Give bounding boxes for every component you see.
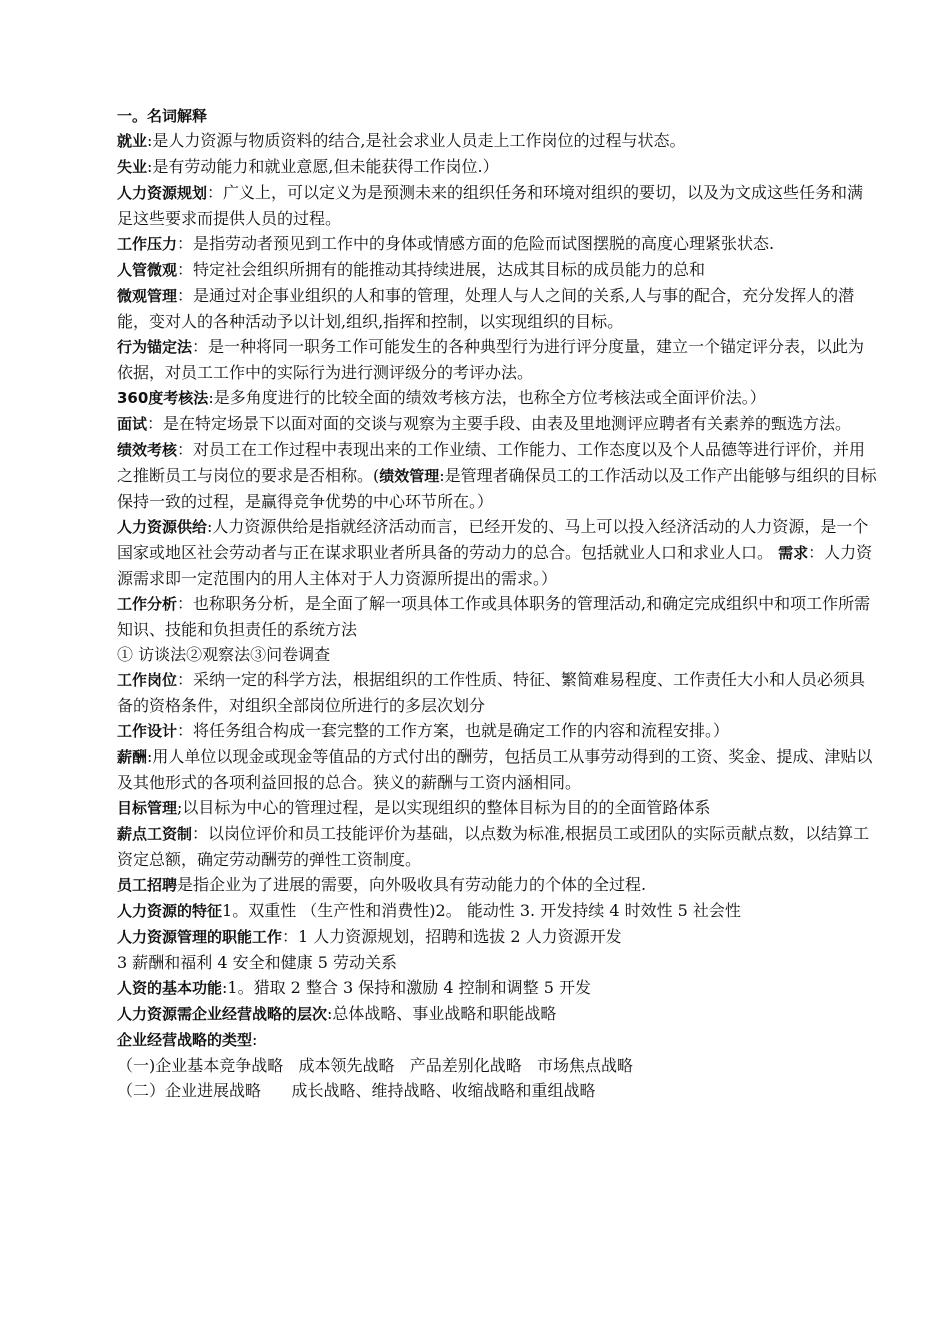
term-separator: ： xyxy=(808,543,825,562)
term-separator: ： xyxy=(177,286,194,305)
definition-entry xyxy=(117,975,877,1001)
strategy-row: （一)企业基本竞争战略 成本领先战略 产品差别化战略 市场焦点战略 xyxy=(117,1056,634,1075)
definition-entry xyxy=(117,180,877,231)
definition-text: 广义上，可以定义为是预测未来的组织任务和环境对组织的要切，以及为文成这些任务和满足这些要求而提供人员的过程。 xyxy=(117,183,864,228)
term-separator: ; xyxy=(177,798,183,817)
definition-entry xyxy=(117,872,877,898)
definition-term: 人力资源规划 xyxy=(117,184,208,202)
term-separator: : xyxy=(147,131,153,150)
definition-term: 目标管理 xyxy=(117,799,178,817)
term-separator: : xyxy=(208,388,214,407)
definition-term: 薪点工资制 xyxy=(117,825,193,843)
definition-term: 绩效管理 xyxy=(379,467,440,485)
definition-text: 是多角度进行的比较全面的绩效考核方法，也称全方位考核法或全面评价法。） xyxy=(213,388,766,407)
definition-entry xyxy=(117,950,877,975)
term-separator: ： xyxy=(177,234,194,253)
definition-entry xyxy=(117,514,877,591)
definition-text: 对员工在工作过程中表现出来的工作业绩、工作能力、工作态度以及个人品德等进行评价，并用之推断员工与岗位的要求是否相称。( xyxy=(117,440,866,485)
definition-term: 员工招聘 xyxy=(117,876,178,894)
term-separator: ： xyxy=(177,440,194,459)
definition-text: 用人单位以现金或现金等值品的方式付出的酬劳，包括员工从事劳动得到的工资、奖金、提成、津贴以及其他形式的各项利益回报的总合。狭义的薪酬与工资内涵相同。 xyxy=(117,747,873,792)
definition-text: 将任务组合构成一套完整的工作方案，也就是确定工作的内容和流程安排。） xyxy=(193,721,730,740)
definition-term: 微观管理 xyxy=(117,287,178,305)
definition-text: 采纳一定的科学方法，根据组织的工作性质、特征、繁简难易程度、工作责任大小和人员必须具备的资格条件，对组织全部岗位所进行的多层次划分 xyxy=(117,670,866,715)
definition-text: 是通过对企事业组织的人和事的管理，处理人与人之间的关系,人与事的配合，充分发挥人的潜能，变对人的各种活动予以计划,组织,指挥和控制，以实现组织的目标。 xyxy=(117,286,855,331)
definition-entry xyxy=(117,411,877,437)
term-separator: : xyxy=(207,517,213,536)
definition-term: 工作设计 xyxy=(117,722,178,740)
term-separator: : xyxy=(147,157,153,176)
term-separator: ： xyxy=(177,670,194,689)
definition-term: 人力资源需企业经营战略的层次 xyxy=(117,1005,328,1023)
definition-term: 失业 xyxy=(117,158,148,176)
definition-entry xyxy=(117,591,877,642)
definition-text: 1。猎取 2 整合 3 保持和激励 4 控制和调整 5 开发 xyxy=(227,978,591,997)
definition-term: 人资的基本功能 xyxy=(117,979,223,997)
definition-entry xyxy=(117,667,877,718)
definition-text: 是在特定场景下以面对面的交谈与观察为主要手段、由表及里地测评应聘者有关素养的甄选方法。 xyxy=(163,414,852,433)
definition-term: 行为锚定法 xyxy=(117,338,193,356)
term-separator: ： xyxy=(177,721,194,740)
term-separator: : xyxy=(327,1004,333,1023)
definition-text: 是人力资源与物质资料的结合,是社会求业人员走上工作岗位的过程与状态。 xyxy=(152,131,686,150)
definition-entry xyxy=(117,744,877,795)
definition-text: 以目标为中心的管理过程，是以实现组织的整体目标为目的的全面管路体系 xyxy=(182,798,711,817)
definition-text: 是有劳动能力和就业意愿,但未能获得工作岗位.） xyxy=(152,157,499,176)
definition-entry xyxy=(117,128,877,154)
term-separator: ： xyxy=(147,414,164,433)
term-separator: ： xyxy=(177,594,194,613)
term-separator: : xyxy=(222,978,228,997)
definition-entry xyxy=(117,795,877,821)
definition-term: 面试 xyxy=(117,415,148,433)
term-separator: : xyxy=(252,1030,258,1049)
definition-text: 人力资源需求即一定范围内的用人主体对于人力资源所提出的需求。） xyxy=(117,543,873,588)
definition-text: 也称职务分析，是全面了解一项具体工作或具体职务的管理活动,和确定完成组织中和项工作所需知识、技能和负担责任的系统方法 xyxy=(117,594,871,639)
definition-text: 1。双重性 （生产性和消费性)2。 能动性 3. 开发持续 4 时效性 5 社会性 xyxy=(222,901,741,920)
definition-term: 360度考核法 xyxy=(117,389,209,407)
definition-term: 人力资源的特征 xyxy=(117,902,223,920)
section-title: 一。名词解释 xyxy=(117,107,208,125)
definition-entry xyxy=(117,924,877,950)
definition-term: 人力资源管理的职能工作 xyxy=(117,928,283,946)
strategy-list xyxy=(117,1053,877,1103)
definition-term: 需求 xyxy=(778,544,809,562)
document-page xyxy=(117,104,877,1103)
term-separator: ： xyxy=(207,183,224,202)
definition-entry xyxy=(117,154,877,180)
definition-entry xyxy=(117,898,877,924)
definition-text: 是指企业为了进展的需要，向外吸收具有劳动能力的个体的全过程. xyxy=(177,875,647,894)
definition-text: 特定社会组织所拥有的能推动其持续进展，达成其目标的成员能力的总和 xyxy=(193,260,706,279)
definition-text: 是指劳动者预见到工作中的身体或情感方面的危险而试图摆脱的高度心理紧张状态. xyxy=(193,234,775,253)
definition-text: 是一种将同一职务工作可能发生的各种典型行为进行评分度量，建立一个锚定评分表，以此为依据，对员工工作中的实际行为进行测评级分的考评办法。 xyxy=(117,337,865,382)
definition-entry xyxy=(117,231,877,257)
definition-term: 企业经营战略的类型 xyxy=(117,1031,253,1049)
term-separator: : xyxy=(147,747,153,766)
definition-entry xyxy=(117,283,877,334)
term-separator: ： xyxy=(192,337,209,356)
term-separator: ： xyxy=(192,824,209,843)
definition-entry xyxy=(117,1027,877,1053)
definition-text: 1 人力资源规划，招聘和选拔 2 人力资源开发 xyxy=(298,927,622,946)
term-separator: : xyxy=(439,466,445,485)
term-separator: ： xyxy=(177,260,194,279)
entries-list xyxy=(117,128,877,1053)
definition-text: 总体战略、事业战略和职能战略 xyxy=(332,1004,557,1023)
definition-entry xyxy=(117,385,877,411)
definition-text: 是管理者确保员工的工作活动以及工作产出能够与组织的目标保持一致的过程，是赢得竞争优势的中心环节所在。） xyxy=(117,466,877,511)
term-separator: ： xyxy=(282,927,299,946)
definition-term: 薪酬 xyxy=(117,748,148,766)
definition-text: 人力资源供给是指就经济活动而言，已经开发的、马上可以投入经济活动的人力资源，是一个国家或地区社会劳动者与正在谋求职业者所具备的劳动力的总合。包括就业人口和求业人口。 xyxy=(117,517,869,562)
definition-term: 工作分析 xyxy=(117,595,178,613)
definition-term: 就业 xyxy=(117,132,148,150)
definition-term: 工作压力 xyxy=(117,235,178,253)
definition-text: 以岗位评价和员工技能评价为基础，以点数为标准,根据员工或团队的实际贡献点数，以结算工资定总额，确定劳动酬劳的弹性工资制度。 xyxy=(117,824,870,869)
definition-term: 人力资源供给 xyxy=(117,518,208,536)
definition-term: 工作岗位 xyxy=(117,671,178,689)
definition-term: 人管微观 xyxy=(117,261,178,279)
strategy-row: （二）企业进展战略 成长战略、维持战略、收缩战略和重组战略 xyxy=(117,1081,596,1100)
definition-entry xyxy=(117,437,877,514)
definition-text: 3 薪酬和福利 4 安全和健康 5 劳动关系 xyxy=(117,953,397,972)
definition-entry xyxy=(117,334,877,385)
definition-entry xyxy=(117,1001,877,1027)
definition-term: 绩效考核 xyxy=(117,441,178,459)
definition-entry xyxy=(117,718,877,744)
definition-text: ① 访谈法②观察法③问卷调查 xyxy=(117,645,331,664)
definition-entry xyxy=(117,821,877,872)
definition-entry xyxy=(117,642,877,667)
definition-entry xyxy=(117,257,877,283)
